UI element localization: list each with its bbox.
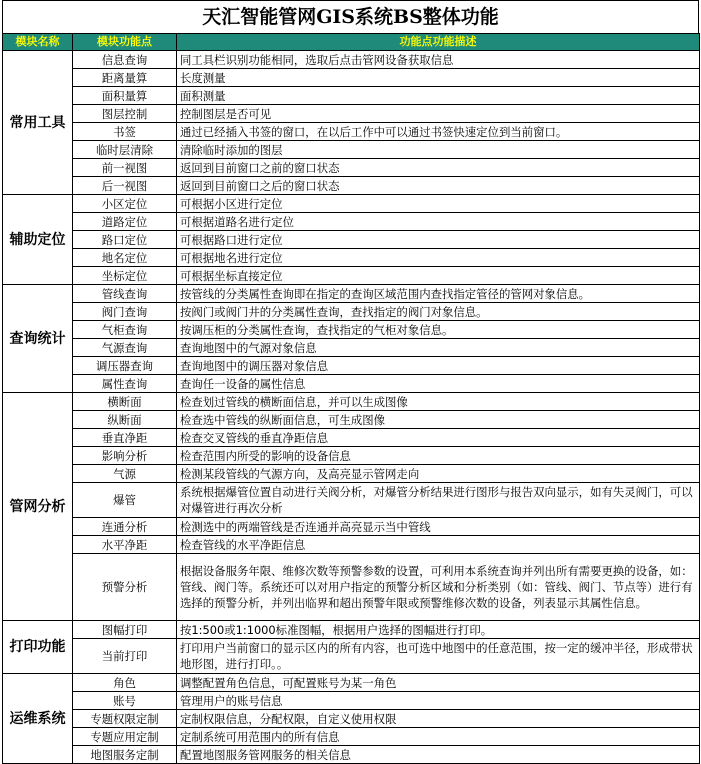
description-cell: 面积测量: [177, 87, 700, 105]
function-cell: 后一视图: [73, 177, 177, 195]
description-cell: 清除临时添加的图层: [177, 141, 700, 159]
function-cell: 角色: [73, 674, 177, 692]
description-cell: 检查选中管线的纵断面信息，可生成图像: [177, 411, 700, 429]
description-cell: 按1:500或1:1000标准图幅，根据用户选择的图幅进行打印。: [177, 621, 700, 639]
table-row: [3, 177, 700, 195]
table-row: [3, 321, 700, 339]
header-row: [3, 34, 700, 51]
table-row: [3, 375, 700, 393]
description-cell: 可根据地名进行定位: [177, 249, 700, 267]
function-cell: 预警分析: [73, 554, 177, 621]
module-name-cell: 运维系统: [3, 674, 73, 764]
function-cell: 小区定位: [73, 195, 177, 213]
module-name-cell: 查询统计: [3, 285, 73, 393]
table-row: [3, 123, 700, 141]
description-cell: 查询地图中的气源对象信息: [177, 339, 700, 357]
function-cell: 管线查询: [73, 285, 177, 303]
function-cell: 道路定位: [73, 213, 177, 231]
description-cell: 打印用户当前窗口的显示区内的所有内容，也可选中地图中的任意范围，按一定的缓冲半径，形成带状地形图，进行打印。。: [177, 639, 700, 674]
function-cell: 图幅打印: [73, 621, 177, 639]
function-cell: 气源查询: [73, 339, 177, 357]
function-cell: 水平净距: [73, 536, 177, 554]
function-cell: 影响分析: [73, 447, 177, 465]
function-cell: 前一视图: [73, 159, 177, 177]
function-cell: 调压器查询: [73, 357, 177, 375]
header-function: 模块功能点: [73, 34, 177, 51]
description-cell: 检查划过管线的横断面信息，并可以生成图像: [177, 393, 700, 411]
table-body: [3, 51, 700, 764]
table-row: [3, 159, 700, 177]
description-cell: 返回到目前窗口之后的窗口状态: [177, 177, 700, 195]
table-row: [3, 339, 700, 357]
table-row: [3, 231, 700, 249]
table-row: [3, 357, 700, 375]
description-cell: 系统根据爆管位置自动进行关阀分析，对爆管分析结果进行图形与报告双向显示，如有失灵阀门，可以对爆管进行再次分析: [177, 483, 700, 518]
description-cell: 定制权限信息，分配权限，自定义使用权限: [177, 710, 700, 728]
description-cell: 检查范围内所受的影响的设备信息: [177, 447, 700, 465]
function-cell: 面积量算: [73, 87, 177, 105]
function-cell: 专题应用定制: [73, 728, 177, 746]
description-cell: 同工具栏识别功能相同，选取后点击管网设备获取信息: [177, 51, 700, 69]
table-row: [3, 141, 700, 159]
description-cell: 按管线的分类属性查询即在指定的查询区域范围内查找指定管径的管网对象信息。: [177, 285, 700, 303]
function-cell: 横断面: [73, 393, 177, 411]
description-cell: 可根据道路名进行定位: [177, 213, 700, 231]
function-cell: 图层控制: [73, 105, 177, 123]
table-row: [3, 447, 700, 465]
table-row: [3, 554, 700, 621]
table-row: [3, 411, 700, 429]
table-row: [3, 429, 700, 447]
module-name-cell: 打印功能: [3, 621, 73, 674]
module-name-cell: 辅助定位: [3, 195, 73, 285]
spreadsheet: [2, 0, 699, 764]
module-name-cell: 管网分析: [3, 393, 73, 621]
table-row: [3, 639, 700, 674]
function-cell: 连通分析: [73, 518, 177, 536]
function-cell: 账号: [73, 692, 177, 710]
table-row: [3, 51, 700, 69]
table-row: [3, 303, 700, 321]
description-cell: 控制图层是否可见: [177, 105, 700, 123]
function-cell: 地名定位: [73, 249, 177, 267]
function-cell: 气源: [73, 465, 177, 483]
description-cell: 通过已经插入书签的窗口，在以后工作中可以通过书签快速定位到当前窗口。: [177, 123, 700, 141]
function-cell: 属性查询: [73, 375, 177, 393]
description-cell: 按调压柜的分类属性查询，查找指定的气柜对象信息。: [177, 321, 700, 339]
table-row: [3, 674, 700, 692]
description-cell: 根据设备服务年限、维修次数等预警参数的设置，可利用本系统查询并列出所有需要更换的设备，如：管线、阀门等。系统还可以对用户指定的预警分析区域和分析类别（如：管线、阀门、节点等）进行有选择的预警分析，并列出临界和超出预警年限或预警维修次数的设备，列表显示其属性信息。: [177, 554, 700, 621]
description-cell: 调整配置角色信息，可配置账号为某一角色: [177, 674, 700, 692]
function-cell: 纵断面: [73, 411, 177, 429]
function-cell: 垂直净距: [73, 429, 177, 447]
table-row: [3, 483, 700, 518]
description-cell: 查询任一设备的属性信息: [177, 375, 700, 393]
description-cell: 配置地图服务管网服务的相关信息: [177, 746, 700, 764]
function-cell: 临时层清除: [73, 141, 177, 159]
function-cell: 路口定位: [73, 231, 177, 249]
table-row: [3, 105, 700, 123]
description-cell: 检查管线的水平净距信息: [177, 536, 700, 554]
table-row: [3, 69, 700, 87]
table-row: [3, 213, 700, 231]
description-cell: 管理用户的账号信息: [177, 692, 700, 710]
description-cell: 可根据小区进行定位: [177, 195, 700, 213]
module-name-cell: 常用工具: [3, 51, 73, 195]
table-row: [3, 267, 700, 285]
description-cell: 查询地图中的调压器对象信息: [177, 357, 700, 375]
table-row: [3, 536, 700, 554]
function-table: [2, 33, 700, 764]
table-row: [3, 87, 700, 105]
description-cell: 可根据路口进行定位: [177, 231, 700, 249]
description-cell: 检查交叉管线的垂直净距信息: [177, 429, 700, 447]
table-row: [3, 746, 700, 764]
table-row: [3, 285, 700, 303]
table-row: [3, 692, 700, 710]
function-cell: 坐标定位: [73, 267, 177, 285]
description-cell: 长度测量: [177, 69, 700, 87]
table-row: [3, 518, 700, 536]
table-row: [3, 195, 700, 213]
header-module: 模块名称: [3, 34, 73, 51]
table-row: [3, 465, 700, 483]
header-description: 功能点功能描述: [177, 34, 700, 51]
function-cell: 地图服务定制: [73, 746, 177, 764]
function-cell: 爆管: [73, 483, 177, 518]
table-row: [3, 249, 700, 267]
table-row: [3, 728, 700, 746]
description-cell: 检测选中的两端管线是否连通并高亮显示当中管线: [177, 518, 700, 536]
description-cell: 返回到目前窗口之前的窗口状态: [177, 159, 700, 177]
function-cell: 距离量算: [73, 69, 177, 87]
function-cell: 专题权限定制: [73, 710, 177, 728]
sheet-title: 天汇智能管网GIS系统BS整体功能: [2, 0, 699, 33]
description-cell: 定制系统可用范围内的所有信息: [177, 728, 700, 746]
table-row: [3, 621, 700, 639]
function-cell: 信息查询: [73, 51, 177, 69]
table-row: [3, 710, 700, 728]
function-cell: 书签: [73, 123, 177, 141]
function-cell: 气柜查询: [73, 321, 177, 339]
function-cell: 当前打印: [73, 639, 177, 674]
function-cell: 阀门查询: [73, 303, 177, 321]
description-cell: 检测某段管线的气源方向，及高亮显示管网走向: [177, 465, 700, 483]
description-cell: 按阀门或阀门井的分类属性查询，查找指定的阀门对象信息。: [177, 303, 700, 321]
table-row: [3, 393, 700, 411]
description-cell: 可根据坐标直接定位: [177, 267, 700, 285]
